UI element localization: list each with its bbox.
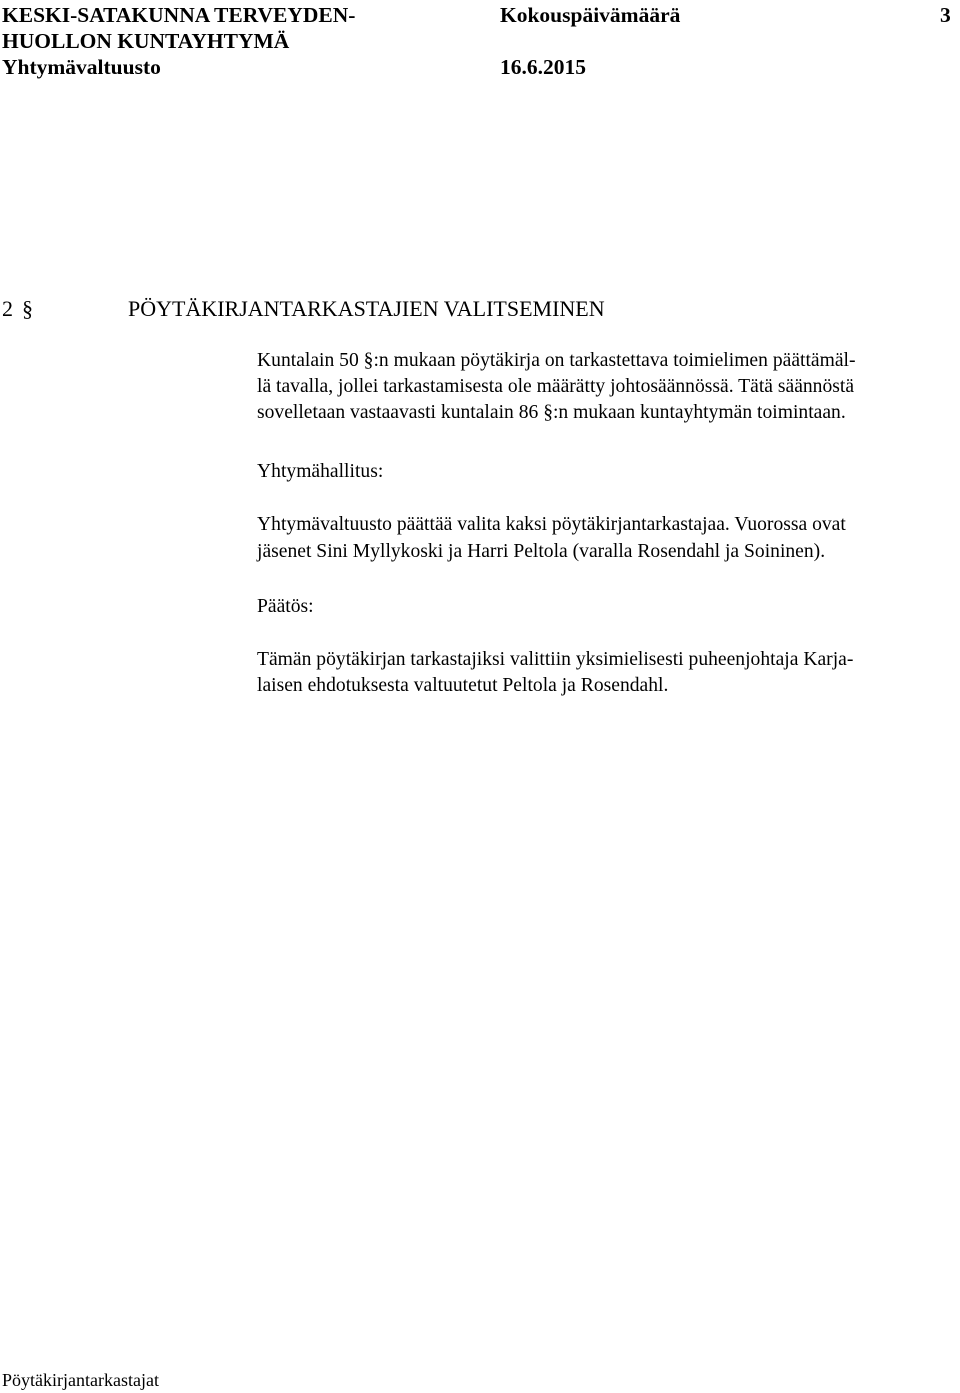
proposal-line: jäsenet Sini Myllykoski ja Harri Peltola (varalla Rosendahl ja Soininen).	[257, 541, 826, 562]
decision-label: Päätös:	[257, 596, 314, 617]
decision-line: laisen ehdotuksesta valtuutetut Peltola ja Rosendahl.	[257, 675, 669, 696]
proposal-label: Yhtymähallitus:	[257, 461, 384, 482]
section-number: 2	[2, 296, 13, 321]
decision-line: Tämän pöytäkirjan tarkastajiksi valittiin yksimielisesti puheenjohtaja Karja-	[257, 649, 854, 670]
footer-signatories-label: Pöytäkirjantarkastajat	[2, 1370, 159, 1390]
section-mark: §	[22, 296, 33, 321]
intro-line: Kuntalain 50 §:n mukaan pöytäkirja on tarkastettava toimielimen päättämäl-	[257, 350, 856, 371]
meeting-date-value: 16.6.2015	[500, 55, 586, 79]
meeting-date-label: Kokouspäivämäärä	[500, 3, 681, 27]
organization-name-line1: KESKI-SATAKUNNA TERVEYDEN-	[2, 3, 356, 27]
intro-line: lä tavalla, jollei tarkastamisesta ole määrätty johtosäännössä. Tätä säännöstä	[257, 376, 855, 397]
organization-name-line2: HUOLLON KUNTAYHTYMÄ	[2, 29, 290, 53]
body-name: Yhtymävaltuusto	[2, 55, 161, 79]
proposal-line: Yhtymävaltuusto päättää valita kaksi pöytäkirjantarkastajaa. Vuorossa ovat	[257, 514, 846, 535]
page-number: 3	[940, 3, 951, 27]
section-title: PÖYTÄKIRJANTARKASTAJIEN VALITSEMINEN	[128, 296, 605, 321]
intro-line: sovelletaan vastaavasti kuntalain 86 §:n mukaan kuntayhtymän toimintaan.	[257, 402, 846, 423]
